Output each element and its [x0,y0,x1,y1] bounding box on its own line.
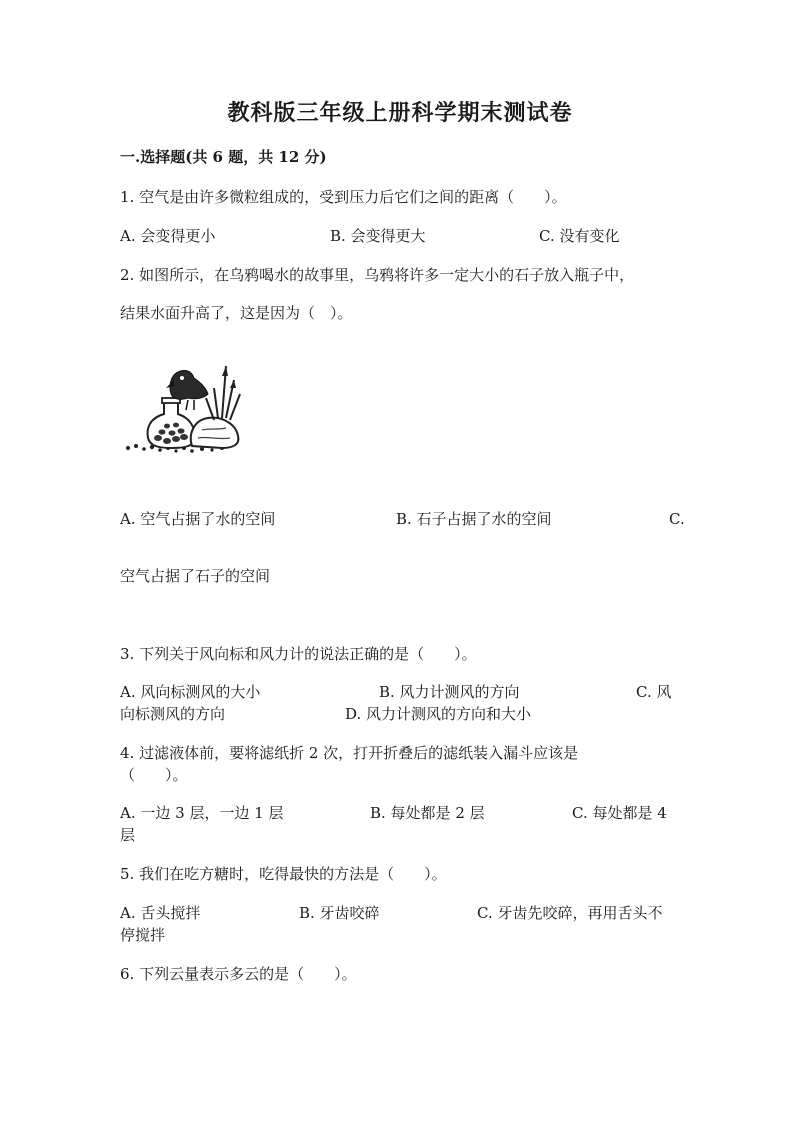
crow-and-bottle-illustration [122,358,244,458]
question-3-option-b: B. 风力计测风的方向 [379,683,520,701]
question-4-stem-line-2: （ ）。 [120,766,188,784]
section-heading: 一.选择题(共 6 题，共 12 分) [120,148,327,166]
question-2-stem-line-1: 2. 如图所示，在乌鸦喝水的故事里，乌鸦将许多一定大小的石子放入瓶子中， [120,266,635,284]
question-5-stem: 5. 我们在吃方糖时，吃得最快的方法是（ ）。 [120,865,447,883]
question-2-stem-line-2: 结果水面升高了，这是因为（ ）。 [120,304,353,322]
question-4-option-a: A. 一边 3 层，一边 1 层 [120,804,284,822]
question-4-stem-line-1: 4. 过滤液体前，要将滤纸折 2 次，打开折叠后的滤纸装入漏斗应该是 [120,744,579,762]
question-5-option-a: A. 舌头搅拌 [120,904,201,922]
question-2-option-c-continued: 空气占据了石子的空间 [120,567,271,585]
question-2-option-a: A. 空气占据了水的空间 [120,510,276,528]
question-1-option-a: A. 会变得更小 [120,227,216,245]
question-2-option-b: B. 石子占据了水的空间 [396,510,552,528]
question-1-option-b: B. 会变得更大 [330,227,426,245]
question-5-option-c: C. 牙齿先咬碎，再用舌头不 [477,904,663,922]
question-3-option-c: C. 风 [636,683,672,701]
question-1-stem: 1. 空气是由许多微粒组成的，受到压力后它们之间的距离（ ）。 [120,188,567,206]
question-5-option-b: B. 牙齿咬碎 [299,904,380,922]
question-4-option-c: C. 每处都是 4 [572,804,667,822]
question-3-option-d: D. 风力计测风的方向和大小 [345,705,532,723]
question-3-option-a: A. 风向标测风的大小 [120,683,261,701]
question-2-option-c: C. [669,510,685,528]
question-6-stem: 6. 下列云量表示多云的是（ ）。 [120,965,357,983]
question-4-option-b: B. 每处都是 2 层 [370,804,485,822]
question-5-option-c-continued: 停搅拌 [120,926,166,944]
question-4-option-c-continued: 层 [120,826,136,844]
question-3-option-c-continued: 向标测风的方向 [120,705,226,723]
page-title: 教科版三年级上册科学期末测试卷 [227,100,573,126]
question-3-stem: 3. 下列关于风向标和风力计的说法正确的是（ ）。 [120,645,477,663]
question-1-option-c: C. 没有变化 [539,227,620,245]
